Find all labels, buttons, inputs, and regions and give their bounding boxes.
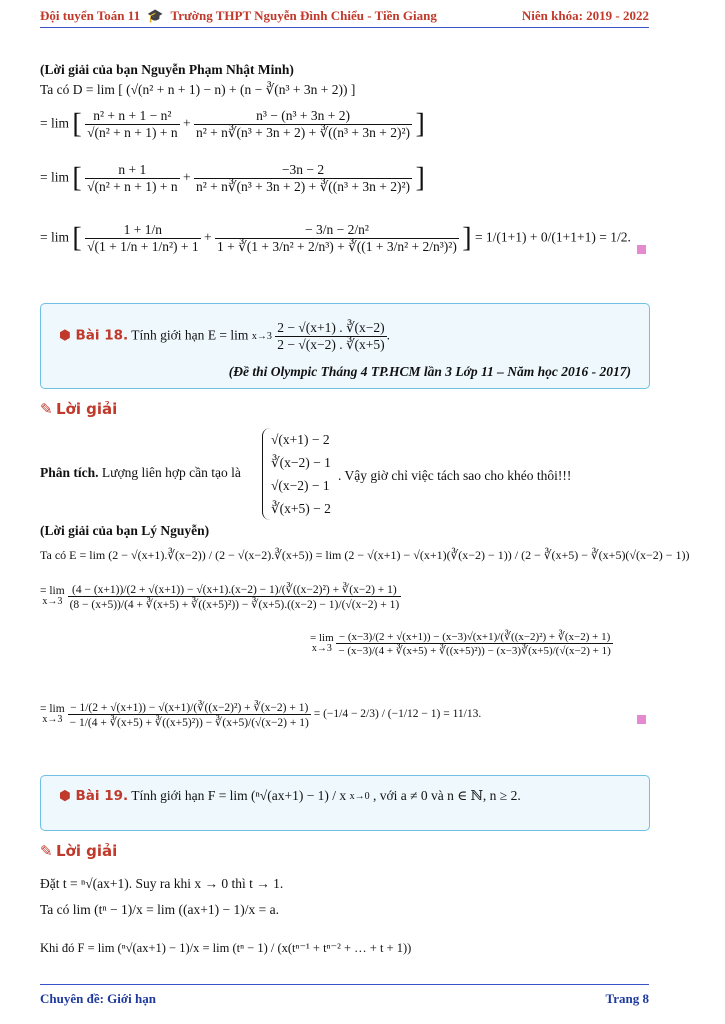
sol-ly-line1: Ta có E = lim (2 − √(x+1).∛(x−2)) / (2 − √(x−2).∛(x+5)) = lim (2 − √(x+1) − √(x+1)(∛(x−2) − 1)) / (2 − ∛(x+5) − ∛(x+5)(√(x−2) − 1)) [40,548,690,562]
sol19-line2: Ta có lim (tⁿ − 1)/x = lim ((ax+1) − 1)/x = a. [40,902,279,917]
frac-den: − 1/(4 + ∛(x+5) + ∛((x+5)²)) − ∛(x+5)/(√(x−2) + 1) [69,717,309,729]
loigiai-heading-19 [40,842,117,860]
header-year: Niên khóa: 2019 - 2022 [521,8,649,23]
phantich-label: Phân tích. [40,465,99,480]
conjugate-system [262,428,331,520]
conjugate-item: √(x−2) − 1 [271,478,330,493]
qed-square-icon [637,715,646,724]
conjugate-item: ∛(x+5) − 2 [271,501,331,516]
edit-icon: ✎ [40,400,53,418]
frac-den: √(1 + 1/n + 1/n²) + 1 [87,239,199,254]
edit-icon: ✎ [40,842,53,860]
bai19-expr: F = lim (ⁿ√(ax+1) − 1) / x [207,788,347,803]
limit-subscript: x→0 [349,790,370,802]
sol-minh-title: (Lời giải của bạn Nguyễn Phạm Nhật Minh) [40,62,294,77]
bai18-number: Bài 18. [75,327,129,344]
cubes-icon: ⬢ [59,327,71,344]
sol-ly-result: = (−1/4 − 2/3) / (−1/12 − 1) = 11/13. [313,708,482,721]
loigiai-text: Lời giải [55,842,118,860]
sol-minh-line3: = lim [ $\frac{1 + 1/n}{\text{√(1 + 1/n + 1/n²) + 1}}$ + $\frac{\text{− 3/n − 2/n²}}{\text{1 + ∛(1 + 3/n² + 2/n³) + ∛((1 + 3/n² + 2/n³)²)}}$ ] = 1/(1+1) + 0/(1+1+1) = 1/2. [40,222,631,254]
conjugate-item: √(x+1) − 2 [271,432,330,447]
header-team: Đội tuyển Toán 11 [40,8,141,23]
frac-den: √(n² + n + 1) + n [87,125,178,140]
page-header [40,8,649,28]
sol19-line3: Khi đó F = lim (ⁿ√(ax+1) − 1)/x = lim (tⁿ − 1) / (x(tⁿ⁻¹ + tⁿ⁻² + … + t + 1)) [40,941,412,955]
frac-num: −3n − 2 [194,162,412,179]
bai18-text: Tính giới hạn [131,327,205,343]
sol-ly-line3: = lim x→3 $\frac{\text{− 1/(2 + √(x+1)) − √(x+1)/(∛((x−2)²) + ∛(x−2) + 1)}}{\text{− 1/(4 + ∛(x+5) + ∛((x+5)²)) − ∛(x+5)/(√(x−2) + 1)}}$ = (−1/4 − 2/3) / (−1/12 − 1) = 11/13. [40,702,482,729]
frac-num: − 1/(2 + √(x+1)) − √(x+1)/(∛((x−2)²) + ∛(x−2) + 1) [68,700,311,715]
frac-den: 2 − √(x−2) . ∛(x+5) [277,337,385,352]
bai19-cond: , với a ≠ 0 và n ∈ ℕ, n ≥ 2. [372,788,521,803]
bai19-label [59,788,128,804]
frac-num: n³ − (n³ + 3n + 2) [194,108,412,125]
graduation-cap-icon: 🎓 [147,8,164,23]
frac-num: 2 − √(x+1) . ∛(x−2) [277,320,385,335]
frac-den: n² + n∛(n³ + 3n + 2) + ∛((n³ + 3n + 2)²) [196,179,411,194]
sol-minh-line1: = lim [ $\frac{\text{n² + n + 1 − n²}}{\text{√(n² + n + 1) + n}}$ + $\frac{\text{n³ − (n³ + 3n + 2)}}{\text{n² + n∛(n³ + 3n + 2) + ∛((n³ + 3n + 2)²)}}$ ] [40,108,425,140]
bai19-number: Bài 19. [75,788,129,804]
sol-ly-title: (Lời giải của bạn Lý Nguyễn) [40,523,210,538]
sol19-line1: Đặt t = ⁿ√(ax+1). Suy ra khi x → 0 thì t → 1. [40,876,284,891]
frac-num: n + 1 [85,162,180,179]
frac-den: 1 + ∛(1 + 3/n² + 2/n³) + ∛((1 + 3/n² + 2/n³)²) [217,239,457,254]
conjugate-item: ∛(x−2) − 1 [271,455,331,470]
phantich-text: Lượng liên hợp cần tạo là [101,465,241,480]
frac-den: n² + n∛(n³ + 3n + 2) + ∛((n³ + 3n + 2)²) [196,125,411,140]
bai19-box [40,775,650,831]
bai19-limit-sub [350,792,370,802]
bai18-box [40,303,650,389]
phantich [40,465,241,481]
bai18-label [59,328,128,344]
sol-ly-line2b: = lim x→3 $\frac{\text{− (x−3)/(2 + √(x+1)) − (x−3)√(x+1)/(∛((x−2)²) + ∛(x−2) + 1)}}{\text{− (x−3)/(4 + ∛(x+5) + ∛((x+5)²)) − (x−3)∛(x+5)/(√(x−2) + 1)}}$ [310,631,611,657]
frac-num: n² + n + 1 − n² [85,108,180,125]
limit-subscript: x→3 [251,330,272,342]
page-footer [40,984,649,1007]
bai19-statement [59,788,521,804]
frac-den: √(n² + n + 1) + n [87,179,178,194]
sol-minh-result: = 1/(1+1) + 0/(1+1+1) = 1/2. [474,229,631,245]
frac-den: (8 − (x+5))/(4 + ∛(x+5) + ∛((x+5)²)) − ∛(x+5).((x−2) − 1)/(√(x−2) + 1) [69,599,400,611]
sol-minh-line2: = lim [ $\frac{n + 1}{\text{√(n² + n + 1) + n}}$ + $\frac{-3n - 2}{\text{n² + n∛(n³ + 3n + 2) + ∛((n³ + 3n + 2)²)}}$ ] [40,162,425,194]
footer-topic: Chuyên đề: Giới hạn [40,991,156,1006]
header-school: Trường THPT Nguyễn Đình Chiểu - Tiền Giang [170,8,437,23]
bai18-limit-sub [252,332,272,342]
frac-num: − (x−3)/(2 + √(x+1)) − (x−3)√(x+1)/(∛((x−2)²) + ∛(x−2) + 1) [336,630,612,644]
frac-den: − (x−3)/(4 + ∛(x+5) + ∛((x+5)²)) − (x−3)∛(x+5)/(√(x−2) + 1) [338,645,611,657]
footer-page: Trang 8 [605,991,649,1006]
bai18-source: (Đề thi Olympic Tháng 4 TP.HCM lần 3 Lớp 11 – Năm học 2016 - 2017) [228,364,631,379]
frac-num: 1 + 1/n [85,222,201,239]
frac-num: (4 − (x+1))/(2 + √(x+1)) − √(x+1).(x−2) − 1)/(∛((x−2)²) + ∛(x−2) + 1) [68,582,402,597]
frac-num: − 3/n − 2/n² [215,222,459,239]
cubes-icon: ⬢ [59,788,71,804]
bai18-statement: ⬢ Bài 18. Tính giới hạn E = lim x→3 $\frac{2 - √(x+1) . ∛(x-2)}{2 - √(x-2) . ∛(x+5)}$ . [59,320,391,352]
qed-square-icon [637,245,646,254]
sol-minh-intro: Ta có D = lim [ (√(n² + n + 1) − n) + (n − ∛(n³ + 3n + 2)) ] [40,82,356,97]
bai18-lhs: E = lim [207,327,249,343]
loigiai-heading-18 [40,400,117,418]
sol-ly-line2: = lim x→3 (4 − (x+1))/(2 + √(x+1)) − √(x+1).(x−2) − 1)/(∛((x−2)²) + ∛(x−2) + 1) (8 − (x+5))/(4 + ∛(x+5) + ∛((x+5)²)) − ∛(x+5).((x−2) − 1)/(√(x−2) + 1) [40,584,400,611]
phantich-after: . Vậy giờ chỉ việc tách sao cho khéo thôi!!! [338,468,572,483]
loigiai-text: Lời giải [55,400,118,418]
bai19-text: Tính giới hạn [131,788,205,803]
